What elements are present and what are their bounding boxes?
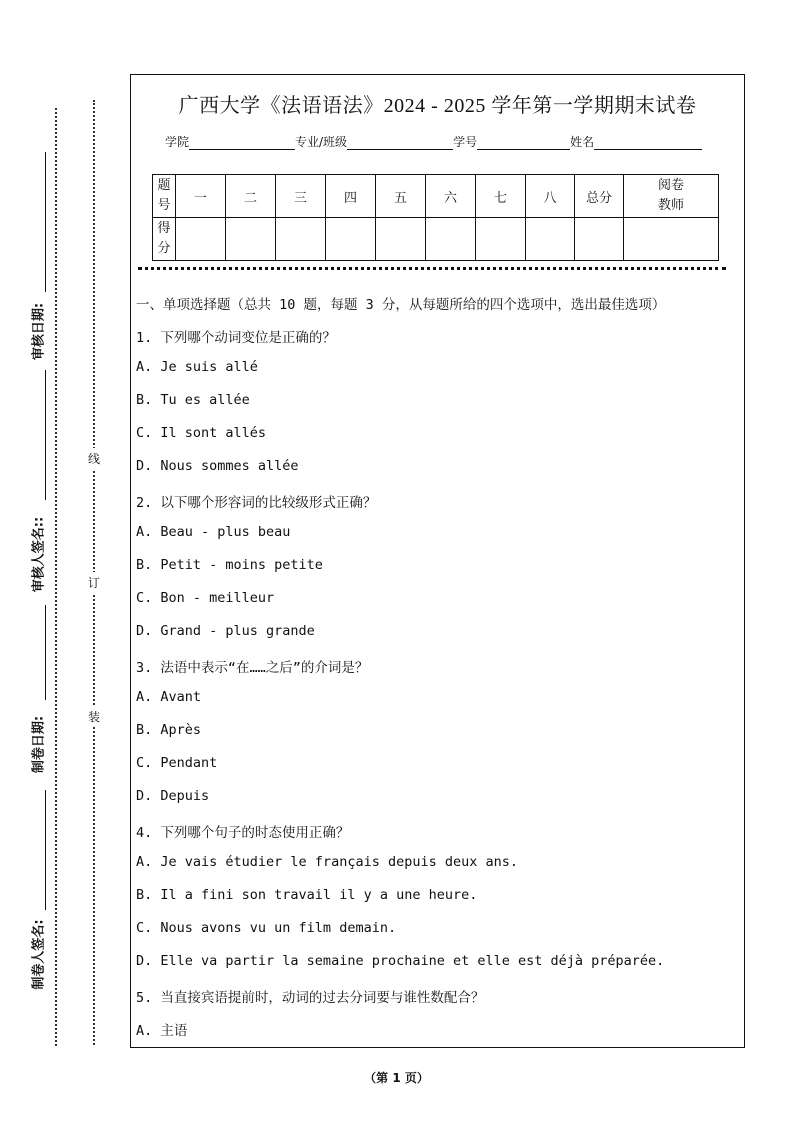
question-stem: 1. 下列哪个动词变位是正确的？ bbox=[136, 330, 336, 346]
header-char: 得 bbox=[157, 221, 171, 236]
page-number: （第 1 页） bbox=[364, 1071, 429, 1085]
answer-option: D. Grand - plus grande bbox=[136, 623, 315, 639]
dotted-signature-line bbox=[55, 108, 57, 1046]
binding-char-xian: 线 bbox=[88, 448, 100, 469]
signature-blank[interactable] bbox=[45, 152, 46, 292]
answer-option: A. Je vais étudier le français depuis deux ans. bbox=[136, 854, 519, 870]
score-table bbox=[152, 174, 719, 261]
header-char: 题 bbox=[157, 178, 171, 193]
college-label: 学院 bbox=[165, 135, 190, 149]
question-stem: 5. 当直接宾语提前时，动词的过去分词要与谁性数配合？ bbox=[136, 990, 485, 1006]
score-cell[interactable] bbox=[376, 218, 426, 261]
dotted-separator bbox=[138, 267, 726, 270]
answer-option: B. Petit - moins petite bbox=[136, 557, 323, 573]
section-col-4: 四 bbox=[326, 175, 376, 218]
answer-option: D. Depuis bbox=[136, 788, 210, 804]
header-char: 分 bbox=[157, 241, 171, 256]
answer-option: D. Nous sommes allée bbox=[136, 458, 299, 474]
grader-line: 教师 bbox=[657, 198, 684, 213]
reviewer-signature-label: 审核人签名:: bbox=[31, 516, 47, 593]
section-col-3: 三 bbox=[276, 175, 326, 218]
header-char: 号 bbox=[157, 198, 171, 213]
total-score-cell[interactable] bbox=[575, 218, 624, 261]
answer-option: B. Il a fini son travail il y a une heure. bbox=[136, 887, 478, 903]
paper-maker-signature-label: 制卷人签名: bbox=[31, 919, 47, 990]
score-row-header bbox=[153, 218, 176, 261]
question-stem: 4. 下列哪个句子的时态使用正确？ bbox=[136, 825, 350, 841]
answer-option: D. Elle va partir la semaine prochaine et elle est déjà préparée. bbox=[136, 953, 665, 969]
score-cell[interactable] bbox=[176, 218, 226, 261]
signature-blank[interactable] bbox=[45, 605, 46, 700]
question-stem: 2. 以下哪个形容词的比较级形式正确？ bbox=[136, 495, 377, 511]
signature-blank[interactable] bbox=[45, 790, 46, 910]
grader-cell[interactable] bbox=[624, 218, 719, 261]
section-col-5: 五 bbox=[376, 175, 426, 218]
section-col-6: 六 bbox=[426, 175, 476, 218]
score-cell[interactable] bbox=[426, 218, 476, 261]
section-title: 一、单项选择题（总共 10 题，每题 3 分，从每题所给的四个选项中，选出最佳选项） bbox=[136, 297, 666, 313]
answer-option: B. Tu es allée bbox=[136, 392, 250, 408]
exam-title: 广西大学《法语语法》2024 - 2025 学年第一学期期末试卷 bbox=[178, 95, 697, 117]
answer-option: A. Avant bbox=[136, 689, 202, 705]
answer-option: C. Bon - meilleur bbox=[136, 590, 275, 606]
grader-line: 阅卷 bbox=[657, 178, 684, 193]
binding-char-ding: 订 bbox=[88, 572, 100, 593]
paper-date-label: 制卷日期: bbox=[31, 715, 47, 774]
score-cell[interactable] bbox=[326, 218, 376, 261]
answer-option: A. Je suis allé bbox=[136, 359, 258, 375]
score-cell[interactable] bbox=[276, 218, 326, 261]
review-date-label: 审核日期: bbox=[31, 302, 47, 361]
student-id-field[interactable] bbox=[477, 135, 570, 150]
answer-option: B. Après bbox=[136, 722, 202, 738]
score-table-header-row bbox=[153, 175, 719, 218]
student-info-row bbox=[165, 133, 702, 150]
answer-option: C. Pendant bbox=[136, 755, 218, 771]
section-col-8: 八 bbox=[526, 175, 575, 218]
signature-blank[interactable] bbox=[45, 370, 46, 500]
major-class-field[interactable] bbox=[347, 135, 453, 150]
student-id-label: 学号 bbox=[453, 135, 478, 149]
section-col-7: 七 bbox=[476, 175, 526, 218]
score-cell[interactable] bbox=[526, 218, 575, 261]
answer-option: C. Il sont allés bbox=[136, 425, 267, 441]
section-col-1: 一 bbox=[176, 175, 226, 218]
exam-page-frame bbox=[130, 74, 745, 1048]
score-table-score-row bbox=[153, 218, 719, 261]
answer-option: A. 主语 bbox=[136, 1023, 188, 1039]
college-field[interactable] bbox=[189, 135, 295, 150]
binding-char-zhuang: 装 bbox=[88, 706, 100, 727]
answer-option: A. Beau - plus beau bbox=[136, 524, 291, 540]
section-col-2: 二 bbox=[226, 175, 276, 218]
question-number-header bbox=[153, 175, 176, 218]
name-field[interactable] bbox=[594, 135, 702, 150]
grader-header bbox=[624, 175, 719, 218]
answer-option: C. Nous avons vu un film demain. bbox=[136, 920, 397, 936]
score-cell[interactable] bbox=[476, 218, 526, 261]
major-class-label: 专业/班级 bbox=[295, 135, 348, 149]
name-label: 姓名 bbox=[570, 135, 595, 149]
question-stem: 3. 法语中表示“在……之后”的介词是？ bbox=[136, 660, 369, 676]
total-score-header: 总分 bbox=[575, 175, 624, 218]
score-cell[interactable] bbox=[226, 218, 276, 261]
